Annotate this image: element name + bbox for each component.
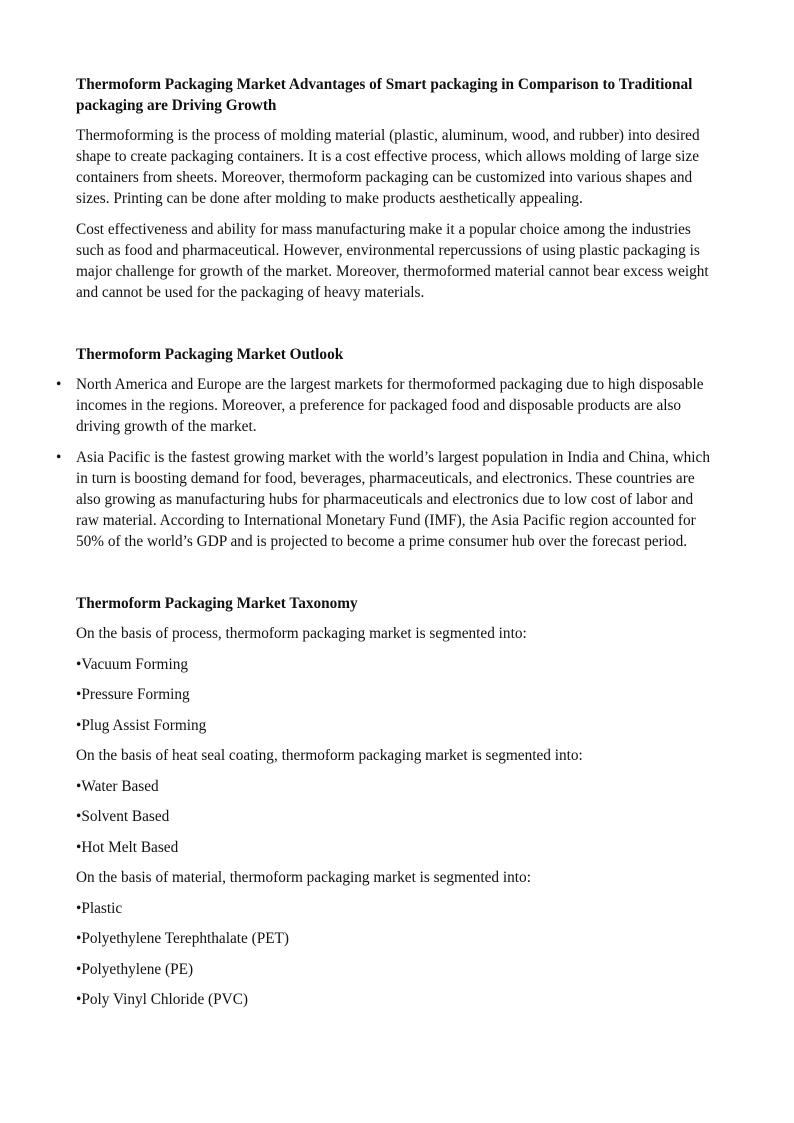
paragraph-cost-effectiveness: Cost effectiveness and ability for mass manufacturing make it a popular choice among the industries such as food and pharmaceutical. However, environmental repercussions of using plastic packaging is major challenge for growth of the market. Moreover, thermoformed material cannot bear excess weight and cannot be used for the packaging of heavy materials.	[76, 221, 709, 301]
paragraph-thermoforming-definition: Thermoforming is the process of molding material (plastic, aluminum, wood, and rubber) into desired shape to create packaging containers. It is a cost effective process, which allows molding of large size containers from sheets. Moreover, thermoform packaging can be customized into various shapes and sizes. Printing can be done after molding to make products aesthetically appealing.	[76, 127, 700, 207]
list-item: •Poly Vinyl Chloride (PVC)	[76, 991, 249, 1008]
bullet-icon: •	[56, 376, 62, 393]
section-spacer	[76, 562, 718, 593]
coating-intro: On the basis of heat seal coating, thermoform packaging market is segmented into:	[76, 747, 583, 764]
list-item	[56, 374, 718, 437]
bullet-text: North America and Europe are the largest markets for thermoformed packaging due to high disposable incomes in the regions. Moreover, a preference for packaged food and disposable products are also driving growth of the market.	[76, 376, 704, 435]
list-item: •Polyethylene (PE)	[76, 960, 194, 978]
process-intro: On the basis of process, thermoform packaging market is segmented into:	[76, 625, 527, 642]
list-item: •Plastic	[76, 899, 123, 917]
section-heading-taxonomy: Thermoform Packaging Market Taxonomy	[76, 595, 358, 612]
section-heading-outlook: Thermoform Packaging Market Outlook	[76, 346, 344, 363]
list-item: •Polyethylene Terephthalate (PET)	[76, 930, 289, 947]
outlook-bullet-list	[56, 374, 718, 552]
document-page	[56, 74, 718, 1020]
bullet-text: Asia Pacific is the fastest growing market with the world’s largest population in India and China, which in turn is boosting demand for food, beverages, pharmaceuticals, and electronics. These countries are also growing as manufacturing hubs for pharmaceuticals and electronics due to low cost of labor and raw material. According to International Monetary Fund (IMF), the Asia Pacific region accounted for 50% of the world’s GDP and is projected to become a prime consumer hub over the forecast period.	[76, 449, 710, 550]
list-item: •Solvent Based	[76, 808, 170, 825]
section-heading-advantages: Thermoform Packaging Market Advantages of Smart packaging in Comparison to Traditional packaging are Driving Growth	[76, 76, 693, 114]
list-item: •Plug Assist Forming	[76, 716, 207, 734]
list-item	[56, 447, 718, 552]
list-item: •Water Based	[76, 777, 159, 795]
list-item: •Hot Melt Based	[76, 838, 179, 856]
material-intro: On the basis of material, thermoform packaging market is segmented into:	[76, 869, 531, 886]
section-spacer	[76, 313, 718, 344]
list-item: •Pressure Forming	[76, 686, 190, 703]
bullet-icon: •	[56, 449, 62, 466]
list-item: •Vacuum Forming	[76, 655, 189, 673]
